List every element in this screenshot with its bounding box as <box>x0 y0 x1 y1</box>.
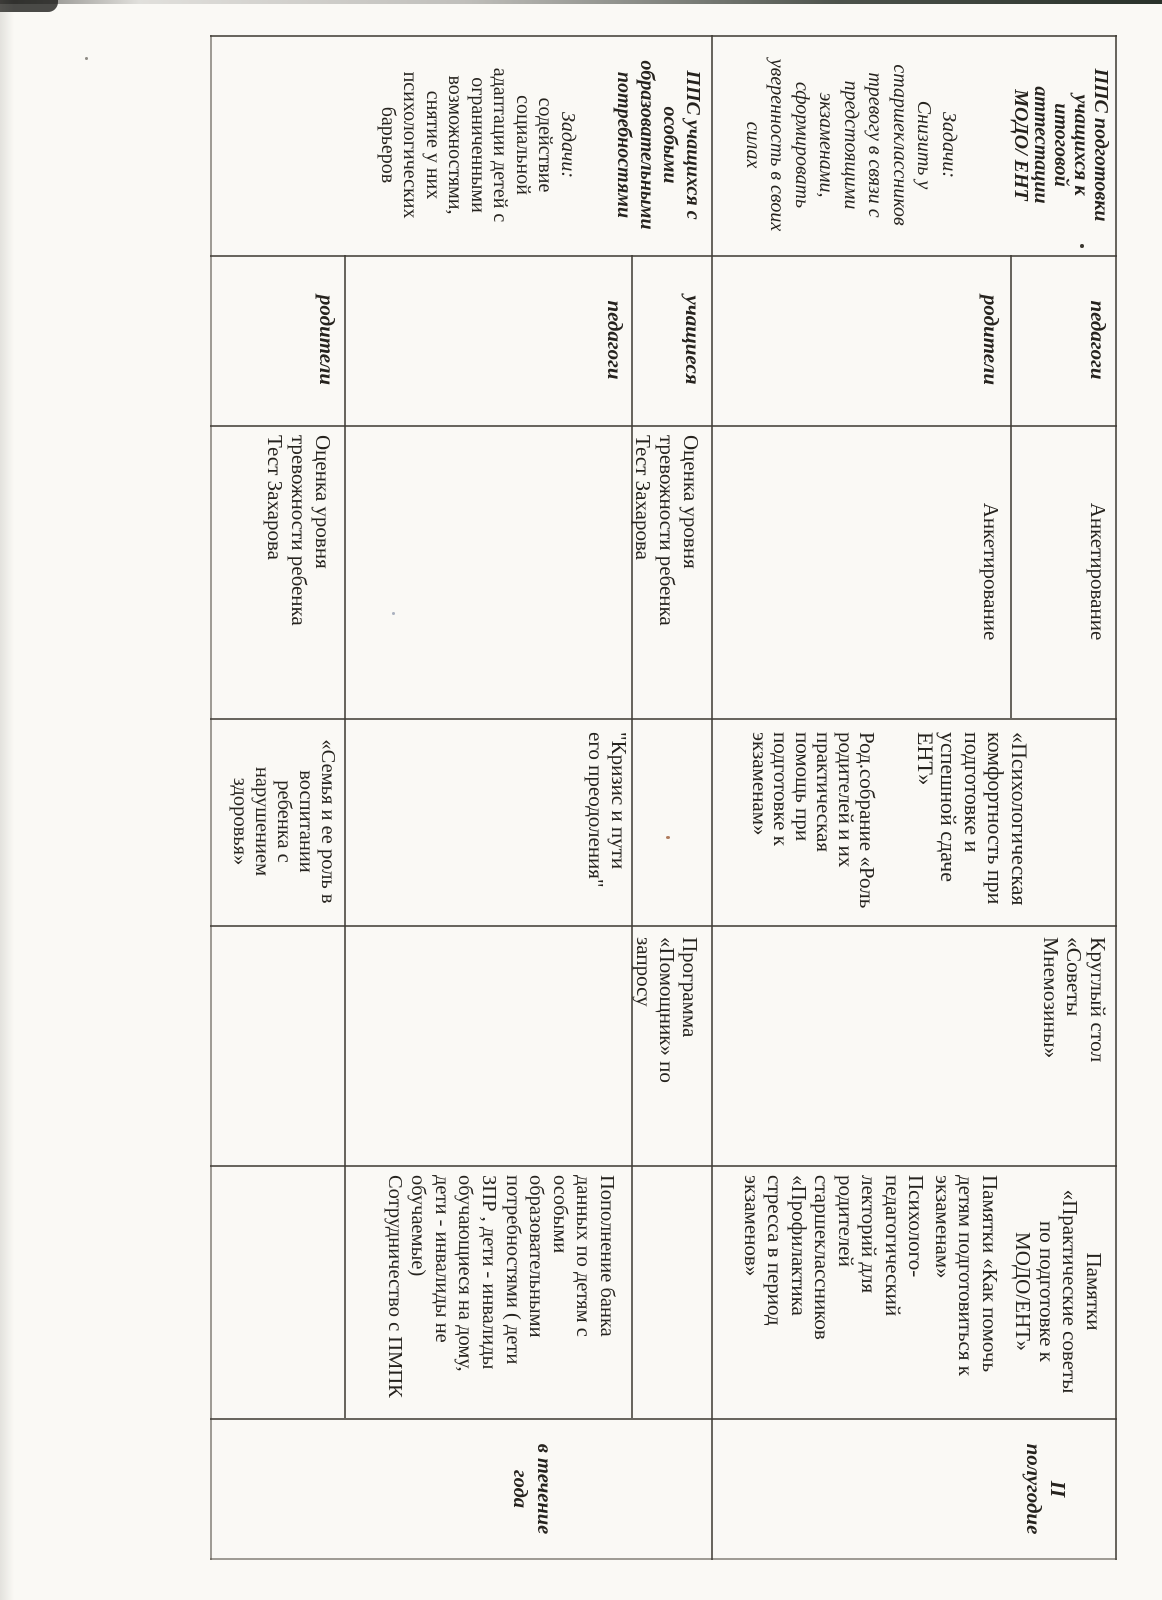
s2-uchashchiesya-program-cell <box>633 925 713 1165</box>
s2-databank-cell <box>346 1165 633 1418</box>
s1-period-cell <box>713 1418 1117 1560</box>
s2-direction-title: ППС учащихся с особыми образовательными потребностями <box>613 60 704 230</box>
category-label: педагоги <box>1086 300 1110 380</box>
category-label: родители <box>315 294 339 386</box>
s2-roditeli-diagnostic-cell <box>210 425 346 718</box>
s1-pedagogi-category-cell <box>1012 255 1117 425</box>
category-label: педагоги <box>603 300 627 380</box>
s1-lecture-hall: Психолого-педагогический лекторий для родителей старшеклассников «Профилактика стресса в период экзаменов» <box>740 1175 929 1340</box>
s2-period-cell <box>210 1418 713 1560</box>
s1-memo-help: Памятки «Как помочь детям подготовиться к экзаменам» <box>931 1175 1002 1376</box>
s1-round-table: Круглый стол «Советы Мнемозины» <box>1039 937 1110 1063</box>
diagnostic-label: Оценка уровня тревожности ребенка Тест Захарова <box>631 435 703 626</box>
s2-direction-cell <box>210 35 713 255</box>
s1-consult-teachers: «Психологическая комфортность при подготовке и успешной сдаче ЕНТ» <box>913 732 1032 906</box>
diagnostic-label: Анкетирование <box>979 502 1003 641</box>
s2-roditeli-category-cell <box>210 255 346 425</box>
s2-tasks-label: Задачи: <box>557 112 579 178</box>
s1-memo-practical: Памятки «Практические советы по подготовке к МОДО/ЕНТ» <box>1011 1189 1106 1394</box>
s2-pedagogi-category-cell <box>346 255 633 425</box>
s2-uchashchiesya-diagnostic-cell <box>633 425 713 718</box>
s1-direction-title: ППС подготовки учащихся к итоговой аттестации МОДО/ ЕНТ <box>1010 68 1112 222</box>
s2-tasks-text: содействие социальной адаптации детей с ограниченными возможностями, снятие у них психологических барьеров <box>377 67 557 223</box>
s1-roditeli-category-cell <box>713 255 1012 425</box>
s2-uchashchiesya-category-cell <box>633 255 713 425</box>
diagnostic-label: Оценка уровня тревожности ребенка Тест Захарова <box>263 435 335 626</box>
s2-period: в течение года <box>509 1443 555 1535</box>
s1-memos-cell <box>713 1165 1117 1418</box>
s2-seminar-crisis: "Кризис и пути его преодоления" <box>584 732 631 888</box>
category-label: родители <box>979 294 1003 386</box>
s2-databank-text: Пополнение банка данных по детям с особыми образовательными потребностями ( дети ЗПР , дети - инвалиды обучающиеся на дому, дети - инвалиды не обучаемые) Сотрудничество с ПМПК <box>383 1175 618 1398</box>
s2-program-helper: Программа «Помощник» по запросу <box>632 937 702 1083</box>
s1-consulting-cell <box>713 718 1117 925</box>
category-label: учащиеся <box>681 295 705 385</box>
s1-consult-parents: Род.собрание «Роль родителей и их практическая помощь при подготовке к экзаменам» <box>748 732 880 909</box>
s1-tasks-label: Задачи: <box>938 112 960 178</box>
s1-tasks-text: Снизить у старшеклассников тревогу в связи с предстоящими экзаменами, сформировать уверенность в своих силах <box>742 58 936 232</box>
diagnostic-label: Анкетирование <box>1086 502 1110 641</box>
s1-direction-cell <box>713 35 1117 255</box>
scan-left-shadow <box>0 0 14 1600</box>
s1-events-cell <box>713 925 1117 1165</box>
ink-speck <box>85 57 88 60</box>
s1-period: II полугодие <box>1022 1443 1070 1535</box>
scan-edge-artifact <box>0 0 1162 4</box>
s2-pedagogi-seminar-cell <box>346 718 633 925</box>
s1-pedagogi-diagnostic-cell <box>1012 425 1117 718</box>
s2-roditeli-lecture-cell <box>210 718 346 925</box>
s2-lecture-family: «Семья и ее роль в воспитании ребенка с нарушением здоровья» <box>229 739 339 904</box>
work-plan-table <box>210 35 1117 1560</box>
s1-roditeli-diagnostic-cell <box>713 425 1012 718</box>
